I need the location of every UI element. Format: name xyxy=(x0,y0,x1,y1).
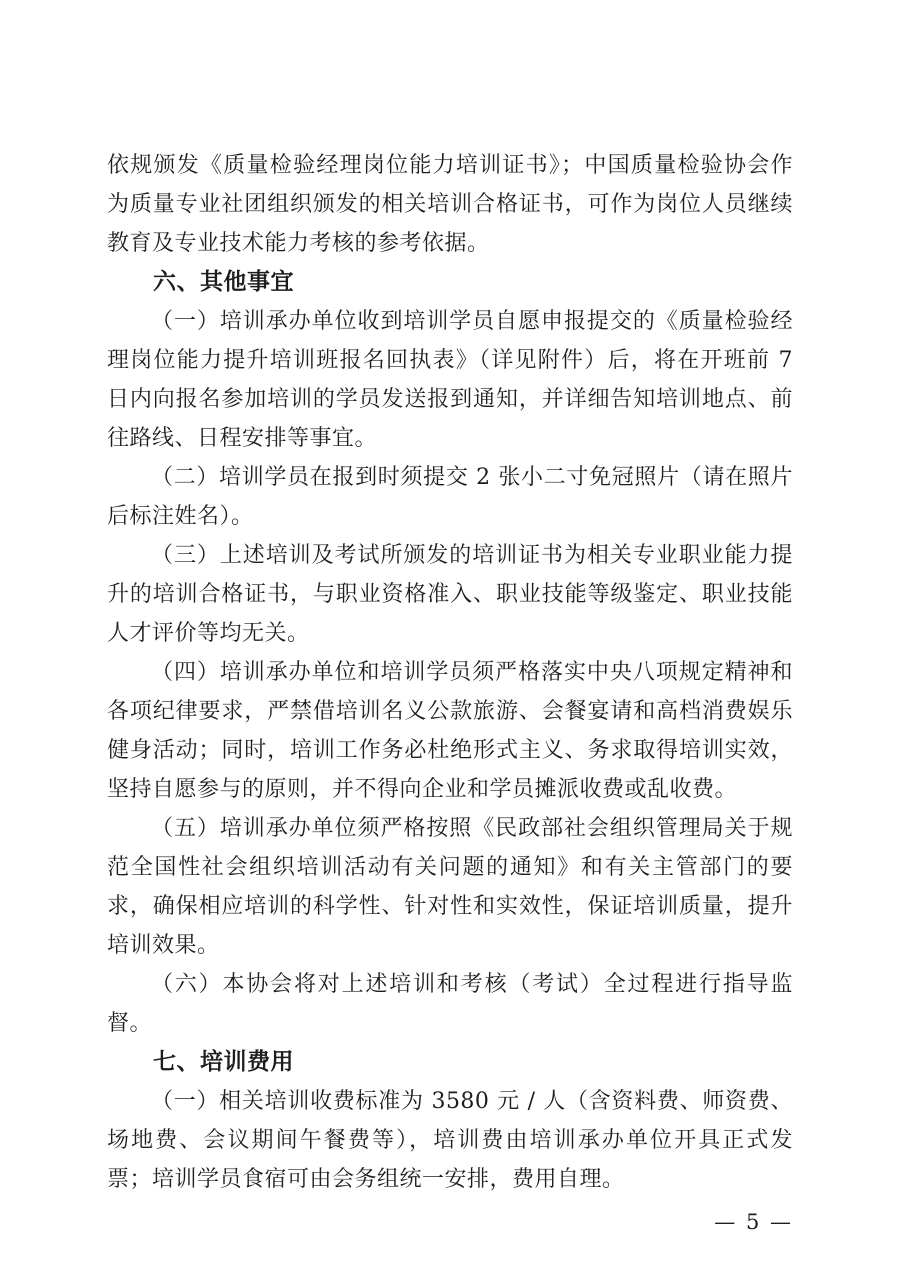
section-6-heading: 六、其他事宜 xyxy=(153,269,294,295)
section-6-item-2: （二）培训学员在报到时须提交 2 张小二寸免冠照片（请在照片后标注姓名）。 xyxy=(107,465,793,529)
document-body xyxy=(107,146,793,1237)
paragraph-certificate-basis: 依规颁发《质量检验经理岗位能力培训证书》；中国质量检验协会作为质量专业社团组织颁发的相关培训合格证书，可作为岗位人员继续教育及专业技术能力考核的参考依据。 xyxy=(107,153,793,256)
section-7-heading: 七、培训费用 xyxy=(153,1049,294,1075)
section-6-item-1: （一）培训承办单位收到培训学员自愿申报提交的《质量检验经理岗位能力提升培训班报名回执表》（详见附件）后，将在开班前 7 日内向报名参加培训的学员发送报到通知，并详细告知培训地点、前往路线、日程安排等事宜。 xyxy=(107,309,793,451)
section-6-item-4: （四）培训承办单位和培训学员须严格落实中央八项规定精神和各项纪律要求，严禁借培训名义公款旅游、会餐宴请和高档消费娱乐健身活动；同时，培训工作务必杜绝形式主义、务求取得培训实效，坚持自愿参与的原则，并不得向企业和学员摊派收费或乱收费。 xyxy=(107,660,793,802)
section-7-item-1: （一）相关培训收费标准为 3580 元 / 人（含资料费、师资费、场地费、会议期间午餐费等），培训费由培训承办单位开具正式发票；培训学员食宿可由会务组统一安排，费用自理。 xyxy=(107,1089,793,1192)
section-6-item-5: （五）培训承办单位须严格按照《民政部社会组织管理局关于规范全国性社会组织培训活动有关问题的通知》和有关主管部门的要求，确保相应培训的科学性、针对性和实效性，保证培训质量，提升培训效果。 xyxy=(107,816,793,958)
section-6-item-3: （三）上述培训及考试所颁发的培训证书为相关专业职业能力提升的培训合格证书，与职业资格准入、职业技能等级鉴定、职业技能人才评价等均无关。 xyxy=(107,543,793,646)
page-number: — 5 — xyxy=(714,1210,793,1234)
section-6-item-6: （六）本协会将对上述培训和考核（考试）全过程进行指导监督。 xyxy=(107,972,793,1036)
